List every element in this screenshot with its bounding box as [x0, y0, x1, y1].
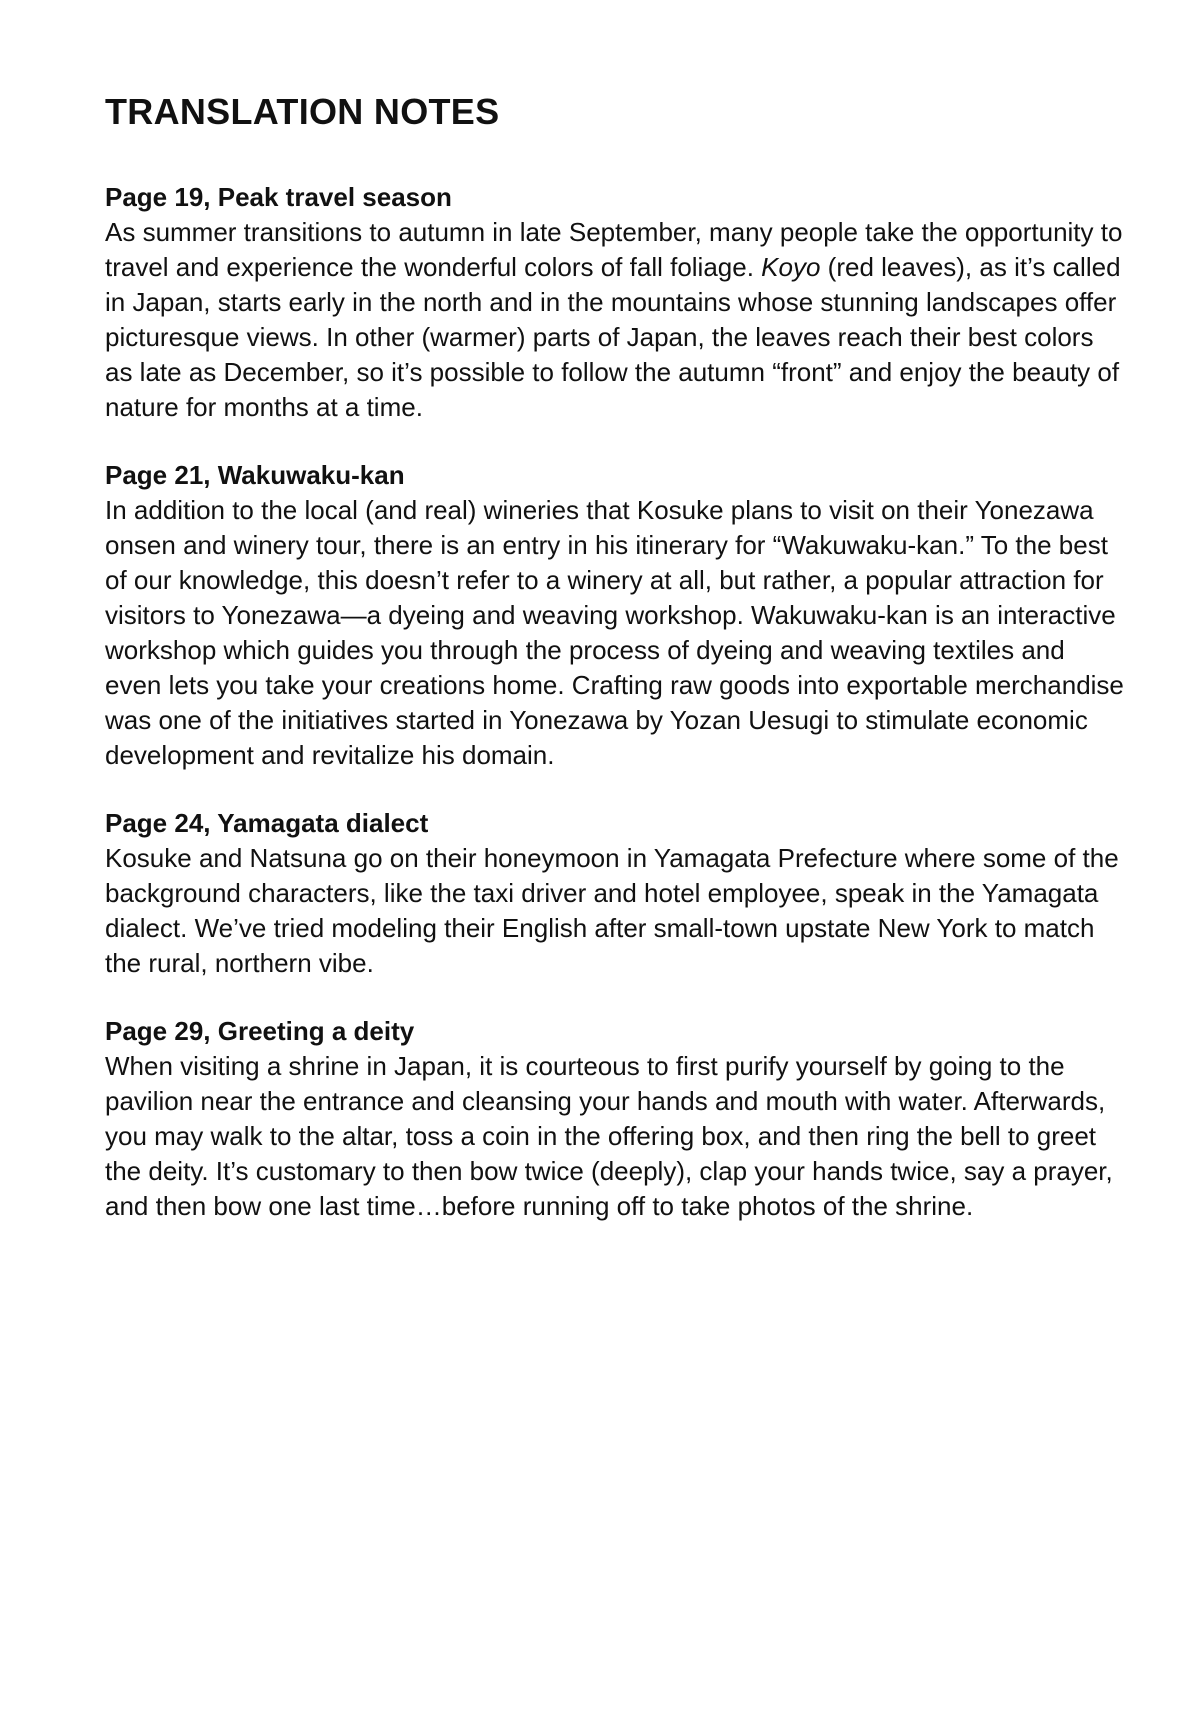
note-body-italic-term: Koyo: [761, 252, 821, 282]
note-yamagata-dialect: [105, 806, 1125, 981]
note-body: [105, 215, 1125, 425]
note-body: In addition to the local (and real) wineries that Kosuke plans to visit on their Yonezawa onsen and winery tour, there is an entry in his itinerary for “Wakuwaku-kan.” To the best of our knowledge, this doesn’t refer to a winery at all, but rather, a popular attraction for visitors to Yonezawa—a dyeing and weaving workshop. Wakuwaku-kan is an interactive workshop which guides you through the process of dyeing and weaving textiles and even lets you take your creations home. Crafting raw goods into exportable merchandise was one of the initiatives started in Yonezawa by Yozan Uesugi to stimulate economic development and revitalize his domain.: [105, 495, 1124, 770]
note-peak-travel-season: [105, 180, 1125, 425]
note-heading: Page 19, Peak travel season: [105, 182, 452, 212]
note-body-text: As summer transitions to autumn in late September, many people take the opportunity to travel and experience the wonderful colors of fall foliage.: [105, 217, 1123, 282]
note-body-text: (red leaves), as it’s called in Japan, starts early in the north and in the mountains whose stunning landscapes offer picturesque views. In other (warmer) parts of Japan, the leaves reach their best colors as late as December, so it’s possible to follow the autumn “front” and enjoy the beauty of nature for months at a time.: [105, 252, 1121, 422]
note-heading: Page 29, Greeting a deity: [105, 1016, 415, 1046]
note-body: Kosuke and Natsuna go on their honeymoon in Yamagata Prefecture where some of the background characters, like the taxi driver and hotel employee, speak in the Yamagata dialect. We’ve tried modeling their English after small-town upstate New York to match the rural, northern vibe.: [105, 843, 1119, 978]
note-greeting-a-deity: [105, 1014, 1125, 1224]
note-wakuwaku-kan: [105, 458, 1125, 773]
page-title: TRANSLATION NOTES: [105, 91, 500, 132]
note-body: When visiting a shrine in Japan, it is courteous to first purify yourself by going to the pavilion near the entrance and cleansing your hands and mouth with water. Afterwards, you may walk to the altar, toss a coin in the offering box, and then ring the bell to greet the deity. It’s customary to then bow twice (deeply), clap your hands twice, say a prayer, and then bow one last time…before running off to take photos of the shrine.: [105, 1051, 1113, 1221]
note-heading: Page 24, Yamagata dialect: [105, 808, 429, 838]
document-page: [105, 84, 1125, 1257]
note-heading: Page 21, Wakuwaku-kan: [105, 460, 405, 490]
